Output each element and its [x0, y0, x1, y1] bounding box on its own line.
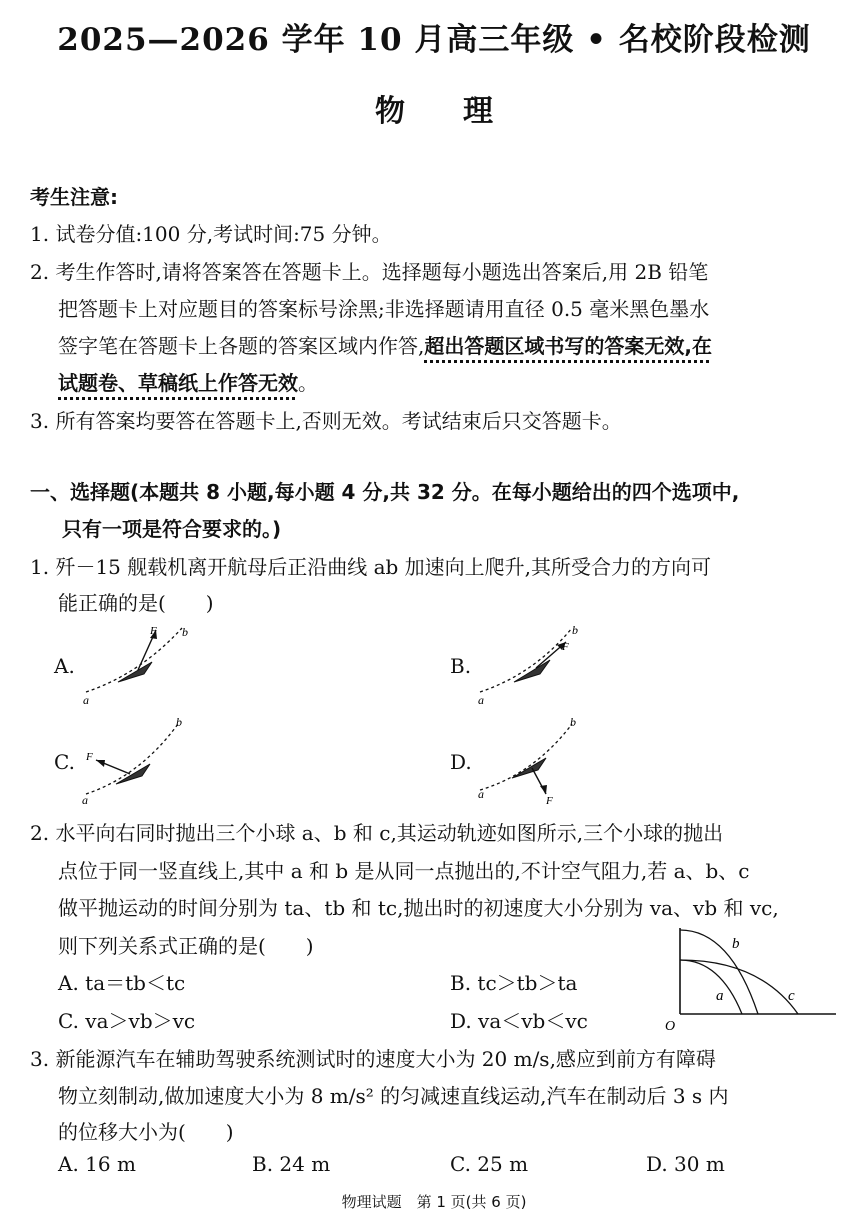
- q1-figure-b: [474, 622, 584, 707]
- notice-emphasis-text-2: 试题卷、草稿纸上作答无效: [58, 371, 298, 395]
- q1-option-c-label: C.: [54, 750, 75, 774]
- point-a-label: a: [82, 793, 88, 807]
- notice-heading: 考生注意:: [30, 185, 118, 209]
- q2-option-d: D. va＜vb＜vc: [450, 1009, 588, 1033]
- notice-item-2-line4: [58, 367, 318, 396]
- force-label: F: [86, 751, 93, 763]
- q1-option-a-label: A.: [54, 654, 75, 678]
- q2-option-a: A. ta＝tb＜tc: [58, 971, 186, 995]
- page-footer: 物理试题 第 1 页(共 6 页): [341, 1193, 527, 1211]
- q1-figure-d: [474, 718, 584, 808]
- origin-label: O: [665, 1019, 676, 1034]
- section-heading-line1: 一、选择题(本题共 8 小题,每小题 4 分,共 32 分。在每小题给出的四个选项中,: [30, 480, 740, 504]
- q1-stem-line2: 能正确的是( ): [58, 591, 214, 615]
- point-b-label: b: [572, 623, 578, 637]
- exam-title: 2025—2026 学年 10 月高三年级 • 名校阶段检测: [57, 22, 811, 58]
- q3-option-a: A. 16 m: [58, 1152, 136, 1176]
- notice-item-2-line3: [58, 330, 712, 359]
- q1-figure-a: [80, 622, 190, 707]
- q3-option-c: C. 25 m: [450, 1152, 529, 1176]
- notice-plain-text: 签字笔在答题卡上各题的答案区域内作答,: [58, 334, 425, 358]
- q1-figure-c: [80, 718, 190, 808]
- q3-stem-line3: 的位移大小为( ): [58, 1120, 234, 1144]
- q2-stem-line4: 则下列关系式正确的是( ): [58, 934, 314, 958]
- notice-item-2-line1: 2. 考生作答时,请将答案答在答题卡上。选择题每小题选出答案后,用 2B 铅笔: [30, 260, 709, 284]
- point-b-label: b: [182, 625, 188, 639]
- label-a: a: [716, 988, 724, 1004]
- point-b-label: b: [176, 718, 182, 729]
- q1-option-b-label: B.: [450, 654, 472, 678]
- force-label: F: [150, 625, 157, 637]
- force-label: F: [546, 795, 553, 807]
- notice-item-3: 3. 所有答案均要答在答题卡上,否则无效。考试结束后只交答题卡。: [30, 409, 622, 433]
- q3-stem-line2: 物立刻制动,做加速度大小为 8 m/s² 的匀减速直线运动,汽车在制动后 3 s 内: [58, 1084, 729, 1108]
- q2-stem-line1: 2. 水平向右同时抛出三个小球 a、b 和 c,其运动轨迹如图所示,三个小球的抛出: [30, 821, 724, 845]
- q2-option-c: C. va＞vb＞vc: [58, 1009, 196, 1033]
- point-a-label: a: [478, 693, 484, 707]
- section-heading-line2: 只有一项是符合要求的。): [62, 517, 282, 541]
- label-c: c: [788, 988, 795, 1004]
- q2-trajectory-figure: [660, 922, 840, 1034]
- force-label: F: [562, 641, 569, 653]
- point-a-label: a: [478, 787, 484, 801]
- label-b: b: [732, 936, 740, 952]
- q1-stem-line1: 1. 歼－15 舰载机离开航母后正沿曲线 ab 加速向上爬升,其所受合力的方向可: [30, 555, 712, 579]
- q1-option-d-label: D.: [450, 750, 472, 774]
- trajectory-a: [680, 960, 742, 1014]
- notice-item-1: 1. 试卷分值:100 分,考试时间:75 分钟。: [30, 222, 392, 246]
- notice-period: 。: [298, 371, 318, 395]
- q3-option-d: D. 30 m: [646, 1152, 725, 1176]
- q3-option-b: B. 24 m: [252, 1152, 331, 1176]
- notice-emphasis-text: 超出答题区域书写的答案无效,在: [424, 334, 712, 358]
- q2-option-b: B. tc＞tb＞ta: [450, 971, 578, 995]
- point-b-label: b: [570, 718, 576, 729]
- q2-stem-line2: 点位于同一竖直线上,其中 a 和 b 是从同一点抛出的,不计空气阻力,若 a、b、c: [58, 859, 750, 883]
- notice-item-2-line2: 把答题卡上对应题目的答案标号涂黑;非选择题请用直径 0.5 毫米黑色墨水: [58, 297, 710, 321]
- q3-stem-line1: 3. 新能源汽车在辅助驾驶系统测试时的速度大小为 20 m/s,感应到前方有障碍: [30, 1047, 716, 1071]
- point-a-label: a: [83, 693, 89, 707]
- subject-title: 物理: [375, 94, 551, 129]
- q2-stem-line3: 做平抛运动的时间分别为 ta、tb 和 tc,抛出时的初速度大小分别为 va、vb 和 vc,: [58, 896, 779, 920]
